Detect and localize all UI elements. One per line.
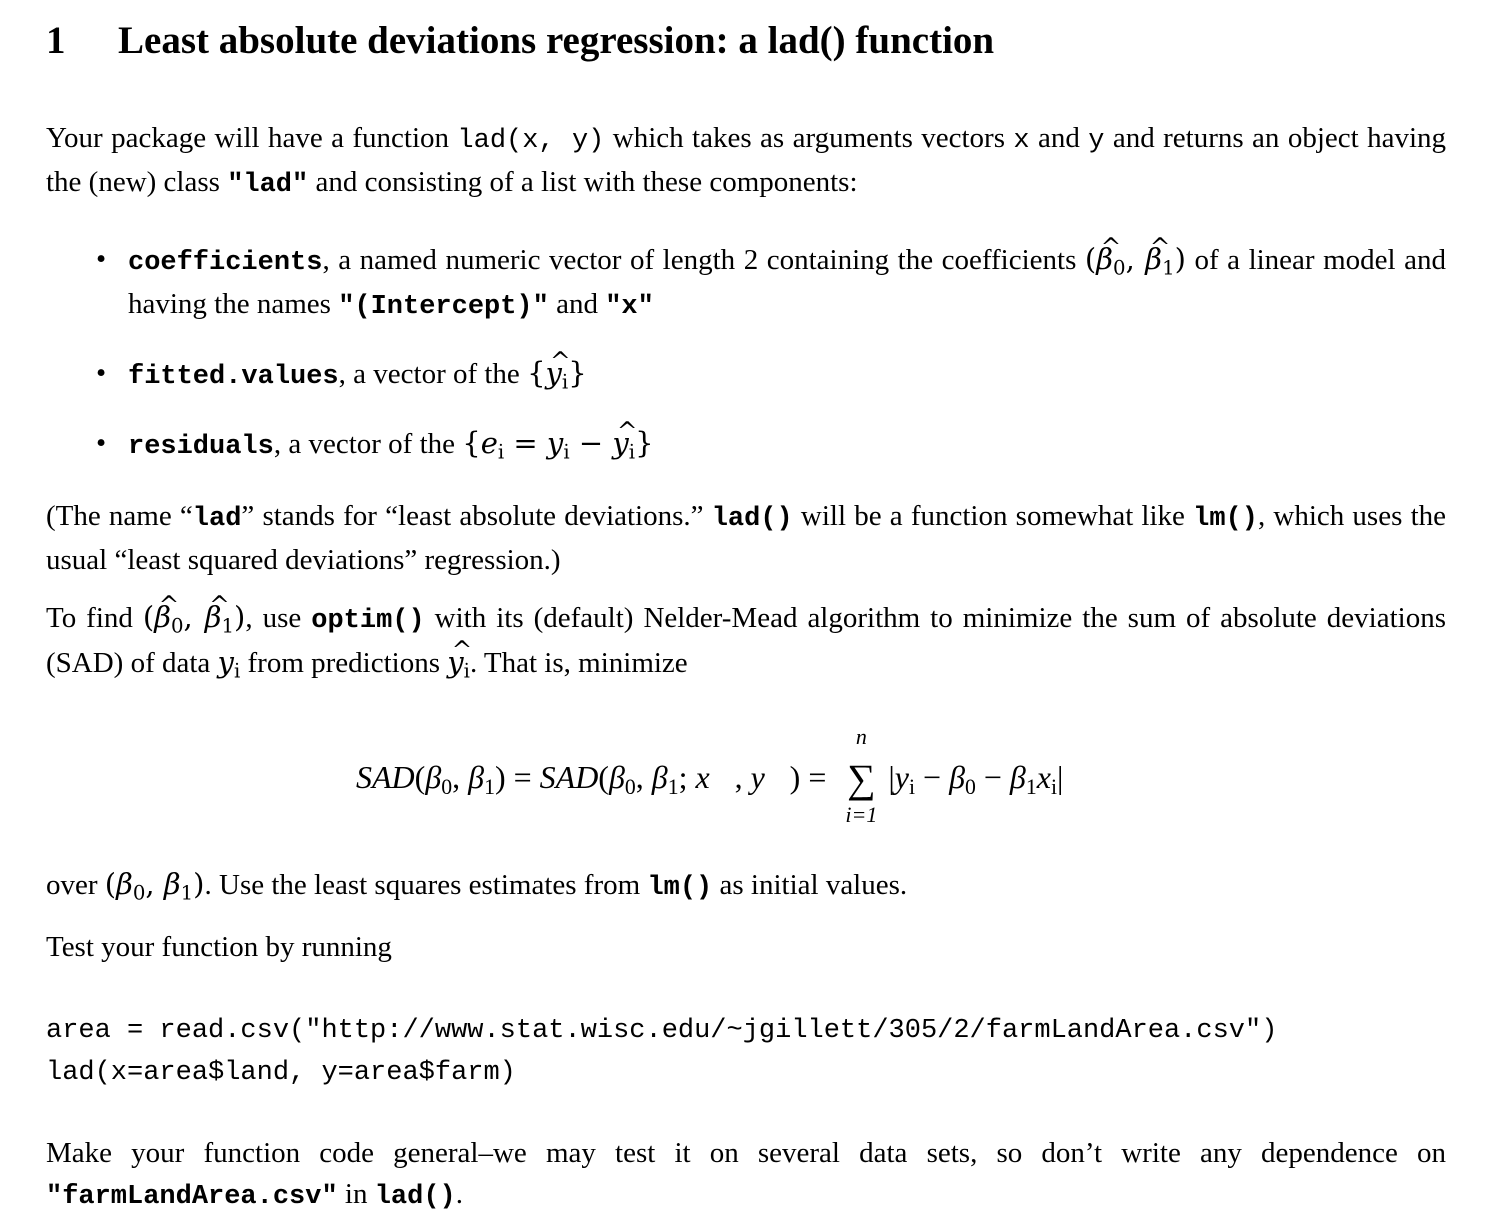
summation-symbol: n ∑ i=1 bbox=[838, 753, 884, 799]
bullet-code: coefficients bbox=[128, 248, 323, 278]
equation-body: $SAD(\beta_0$, $\beta_1) = SAD(\beta_0$, $\beta_1$; x⃗, y⃗) = n ∑ i=1 $|y_i - \beta_0 - \beta_1x_i|$ bbox=[356, 753, 1063, 799]
intro-code-y: y bbox=[1088, 126, 1105, 156]
name-text-4: , which uses the usual “least squared deviations” regression.) bbox=[46, 500, 1446, 576]
sum-lower-limit: i=1 bbox=[845, 802, 878, 827]
bullet-text: and bbox=[548, 288, 606, 320]
intro-paragraph bbox=[46, 118, 1446, 206]
sad-label: SAD bbox=[356, 759, 415, 795]
beta-pair-math: ($\beta_0$, $\beta_1$) bbox=[104, 867, 205, 905]
coefficients-hat-math: (^ $\beta_0$, ^ $\beta_1$) bbox=[1085, 242, 1186, 276]
final-text-1: Make your function code general–we may test it on several data sets, so don’t write any dependence on bbox=[46, 1137, 1446, 1169]
name-text-3: will be a function somewhat like bbox=[792, 500, 1194, 532]
intro-text-5: and consisting of a list with these components: bbox=[308, 166, 858, 198]
section-title: Least absolute deviations regression: a lad() function bbox=[118, 19, 995, 62]
bullet-code: residuals bbox=[128, 432, 274, 462]
find-code-optim: optim() bbox=[311, 606, 425, 636]
y-hat-i-math: ^ $y_i$ bbox=[447, 645, 470, 679]
test-text: Test your function by running bbox=[46, 931, 392, 963]
find-text-3: with its (default) Nelder-Mead algorithm to minimize the sum of absolute deviations (SAD) of data bbox=[46, 602, 1446, 679]
find-text-1: To find bbox=[46, 602, 143, 634]
residuals-math: {$e_i = y_i$ − ^ $y_i$} bbox=[462, 426, 653, 460]
code-line: lad(x=area$land, y=area$farm) bbox=[46, 1058, 516, 1088]
bullet-code-x: "x" bbox=[605, 292, 654, 322]
bullet-text: , a vector of the bbox=[338, 358, 528, 390]
find-text-4: from predictions bbox=[240, 647, 448, 679]
bullet-text: , a named numeric vector of length 2 containing the coefficients bbox=[322, 244, 1085, 276]
name-code-lad-fn: lad() bbox=[711, 504, 793, 534]
intro-text-2: which takes as arguments vectors bbox=[604, 122, 1014, 154]
over-paragraph bbox=[46, 864, 1446, 909]
bullet-icon: • bbox=[96, 243, 107, 275]
intro-code-x: x bbox=[1013, 126, 1030, 156]
intro-code-lad-xy: lad(x, y) bbox=[457, 126, 605, 156]
name-code-lad: lad bbox=[192, 504, 242, 534]
bullet-icon: • bbox=[96, 357, 107, 389]
name-code-lm: lm() bbox=[1193, 504, 1258, 534]
name-text-2: ” stands for “least absolute deviations.” bbox=[241, 500, 712, 532]
section-heading bbox=[46, 14, 1446, 68]
find-text-5: . That is, minimize bbox=[469, 647, 688, 679]
final-text-2: in bbox=[337, 1178, 375, 1210]
sad-equation bbox=[46, 725, 1446, 835]
intro-text-3: and bbox=[1029, 122, 1089, 154]
sad-label: SAD bbox=[539, 759, 599, 795]
final-code-filename: "farmLandArea.csv" bbox=[46, 1182, 338, 1212]
code-line: area = read.csv("http://www.stat.wisc.edu/~jgillett/305/2/farmLandArea.csv") bbox=[46, 1016, 1278, 1046]
over-code-lm: lm() bbox=[647, 873, 713, 903]
bullet-text: of a linear model and having the names bbox=[128, 244, 1447, 320]
list-item bbox=[46, 353, 1446, 398]
test-paragraph bbox=[46, 927, 1446, 968]
intro-code-class: "lad" bbox=[227, 170, 309, 200]
over-text-3: as initial values. bbox=[712, 869, 908, 901]
name-text-1: (The name “ bbox=[46, 500, 193, 532]
over-text-1: over bbox=[46, 869, 105, 901]
code-block bbox=[46, 1010, 1446, 1094]
bullet-text: , a vector of the bbox=[273, 428, 463, 460]
bullet-code: fitted.values bbox=[128, 362, 339, 392]
list-item bbox=[46, 423, 1446, 468]
intro-text-1: Your package will have a function bbox=[46, 122, 458, 154]
bullet-icon: • bbox=[96, 427, 107, 459]
final-text-3: . bbox=[455, 1178, 463, 1210]
final-code-lad: lad() bbox=[374, 1182, 456, 1212]
beta-hat-pair-math: (^ $\beta_0$, ^ $\beta_1$) bbox=[143, 600, 245, 634]
intro-text-4: and returns an object having the (new) class bbox=[46, 122, 1446, 198]
y-i-math: $y_i$ bbox=[217, 645, 241, 683]
component-list bbox=[46, 239, 1446, 468]
bullet-code-intercept: "(Intercept)" bbox=[338, 292, 549, 322]
list-item bbox=[46, 239, 1446, 328]
find-paragraph bbox=[46, 597, 1446, 684]
sum-upper-limit: n bbox=[855, 724, 867, 749]
final-paragraph bbox=[46, 1133, 1446, 1218]
find-text-2: , use bbox=[245, 602, 312, 634]
over-text-2: . Use the least squares estimates from bbox=[204, 869, 648, 901]
fitted-values-math: {^ $y_i$} bbox=[527, 356, 587, 390]
name-paragraph bbox=[46, 496, 1446, 581]
section-number: 1 bbox=[46, 19, 66, 62]
